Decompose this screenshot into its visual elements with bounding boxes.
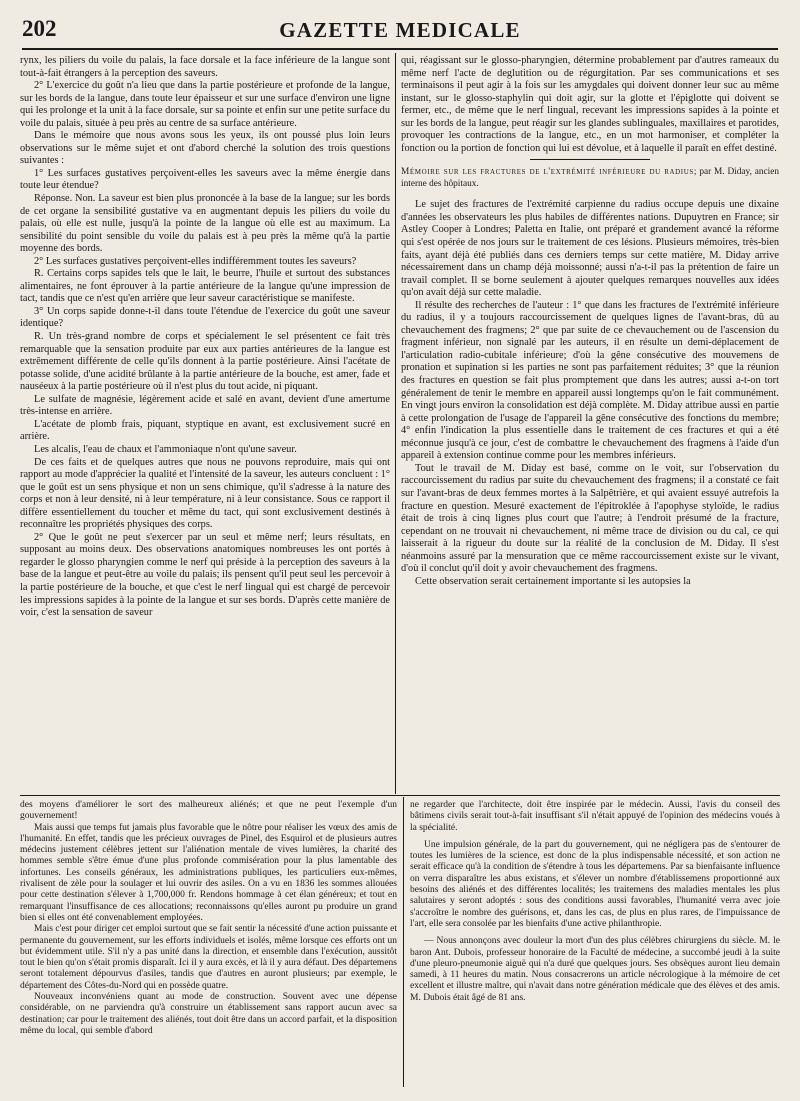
page-header: [22, 14, 778, 50]
paragraph: Réponse. Non. La saveur est bien plus prononcée à la base de la langue; sur les bords de cet organe la sensibilité gustative va en augmentant depuis les piliers du voile du palais, où elle est nulle, jusqu'à la pointe de la langue où elle est au maximum. La sensibilité du point sensible du voile du palais est à peu près la même qu'à la partie moyenne des bords.: [20, 193, 390, 255]
paragraph: R. Certains corps sapides tels que le lait, le beurre, l'huile et surtout des substances alimentaires, ne font éprouver à la partie antérieure de la langue qu'une impression de tact, tandis que ce n'est qu'en arrière que leur saveur caractéristique se manifeste.: [20, 268, 390, 305]
column-divider-bottom: [403, 797, 404, 1087]
bottom-right-column: [410, 800, 780, 1091]
section-divider: [20, 795, 780, 796]
paragraph: des moyens d'améliorer le sort des malheureux aliénés; et que ne peut l'exemple d'un gouvernement!: [20, 800, 397, 822]
article-title: Mémoire sur les fractures de l'extrémité inférieure du radius: [401, 167, 694, 178]
paragraph: Mais aussi que temps fut jamais plus favorable que le nôtre pour réaliser les vœux des amis de l'humanité. En effet, tandis que les précieux ouvrages de Pinel, des Esquirol et de plusieurs autres médecins justement célèbres jettent sur l'aliénation mentale de vives lumières, la charité des hommes semble s'être émue d'une plus profonde commisération pour la plus lamentable des infortunes. Les conseils généraux, les administrations publiques, les particuliers eux-mêmes, rivalisent de zèle pour la soulager et lui ouvrir des asiles. On a vu en 1836 les sommes allouées pour cette destination s'élever à 1,700,000 fr. Rendons hommage à cet élan généreux; et tout en remarquant l'insuffisance de ces allocations; reconnaissons qu'elles auront pu produire un grand bien si elles ont été convenablement employées.: [20, 822, 397, 923]
paragraph: Le sulfate de magnésie, légèrement acide et salé en avant, devient d'une amertume très-intense en arrière.: [20, 393, 390, 418]
paragraph: qui, réagissant sur le glosso-pharyngien, détermine probablement par d'autres rameaux du même nerf l'acte de deglutition ou de régurgitation. Par ses communications et ses terminaisons il peut agir à la fois sur les amygdales qui doivent donner leur suc au même instant, sur le glosso-staphylin qui doit agir, sur la glotte et l'épiglotte qui doivent se fermer, etc., de même que le nerf lingual, recevant les impressions sapides à la pointe et sur les bords de la langue, peut réagir sur les glandes sublinguales, maxillaires et parotides, provoquer les contractions de la langue, etc., en un mot harmoniser, et compléter la fonction ou la portion de fonction qui lui est dévolue, et à laquelle il paraît en effet destiné.: [401, 55, 779, 154]
article-paragraph: Il résulte des recherches de l'auteur : 1° que dans les fractures de l'extrémité inférieure du radius, il y a toujours raccourcissement de quelques lignes de l'avant-bras, dû au chevauchement des fragmens; 2° que par suite de ce chevauchement ou de l'ascension du fragment inférieur, non signalé par les auteurs, il en résulte un demi-déplacement de l'articulation radio-cubitale inférieure; d'où la gêne consécutive des mouvemens de pronation et supination si les parties ne sont pas parfaitement réduites; 3° que la réunion des fractures en question se fait plus promptement que dans les autres; aussi a-t-on tort généralement de tenir le membre en appareil aussi longtemps qu'on le fait communément. En vingt jours environ la consolidation est déjà complète. M. Diday attribue aussi en partie à cette prolongation de l'usage de l'appareil la gêne consécutive des fonctions du membre; 4° enfin l'indication la plus essentielle dans le traitement de ces fractures et qui a été méconnue jusqu'à ce jour, c'est de combattre le chevauchement des fragmens à l'aide d'un appareil à extension continue comme pour les membres inférieurs.: [401, 299, 779, 462]
paragraph: rynx, les piliers du voile du palais, la face dorsale et la face inférieure de la langue sont tout-à-fait étrangers à la perception des saveurs.: [20, 55, 390, 79]
journal-title: GAZETTE MEDICALE: [279, 18, 521, 42]
article-author: ; par M. Diday, ancien interne des hôpitaux.: [401, 167, 779, 190]
paragraph: Mais c'est pour diriger cet emploi surtout que se fait sentir la nécessité d'une action puissante et permanente du gouvernement, sur les efforts individuels et isolés, même lorsque ces efforts ont un but évidemment utile. S'il n'y a pas unité dans la direction, et ensemble dans l'exécution, aussitôt tout le bien qu'on s'était promis disparaît. Ici il y aura excès, et là il y aura défaut. Des départemens seront totalement dépourvus d'asiles, tandis que d'autres en auront plusieurs; par exemple, le département des Côtes-du-Nord qui en possède quatre.: [20, 924, 397, 991]
paragraph: 2° Les surfaces gustatives perçoivent-elles indifféremment toutes les saveurs?: [34, 255, 357, 267]
bottom-left-column: [20, 800, 397, 1091]
column-divider: [395, 53, 396, 794]
paragraph: De ces faits et de quelques autres que nous ne pouvons reproduire, mais qui ont rapport au mode d'apprécier la qualité et l'intensité de la saveur, les auteurs concluent : 1° que le goût est un sens physique et non un sens chimique, qu'il s'adresse à la nature des corps et non à leur densité, ni à leur température, ni à leur consistance. Sous ce rapport il diffère essentiellement du toucher et même du tact, qui sont exclusivement destinés à reconnaître les propriétés physiques des corps.: [20, 456, 390, 531]
page-number: 202: [22, 16, 57, 41]
paragraph: ne regarder que l'architecte, doit être inspirée par le médecin. Aussi, l'avis du conseil des bâtimens civils serait tout-à-fait insuffisant s'il n'était appuyé de l'opinion des médecins voués à la spécialité.: [410, 800, 780, 833]
paragraph: Nouveaux inconvéniens quant au mode de construction. Souvent avec une dépense considérable, on ne parviendra qu'à construire un établissement sans rapport aucun avec sa destination; car pour le traitement des aliénés, tout doit être dans un accord parfait, et la disposition même du local, qui semble d'abord: [20, 992, 397, 1036]
paragraph: Dans le mémoire que nous avons sous les yeux, ils ont poussé plus loin leurs observations sur le même sujet et ont d'abord cherché la solution des trois questions suivantes :: [20, 130, 390, 167]
left-column: [20, 55, 390, 792]
article-paragraph: Tout le travail de M. Diday est basé, comme on le voit, sur l'observation du raccourcissement du radius par suite du chevauchement des fragmens; il a constaté ce fait sur l'avant-bras de deux femmes mortes à la Salpêtrière, et qui avaient essuyé autrefois la fracture en question. Mesuré exactement de l'épitroklée à l'apophyse styloïde, le radius était de trois à cinq lignes plus court que l'autre; à l'endroit présumé de la fracture, cependant on ne trouvait ni chevauchement, ni même trace de division ou du cal, ce qui laisserait à la rigueur du doute sur la réalité de la conclusion de M. Diday. Il s'est néanmoins assuré par la mensuration que ce même raccourcissement existe sur le vivant, d'où il conclut qu'il doit y avoir chevauchement des fragmens.: [401, 462, 779, 575]
paragraph: 3° Un corps sapide donne-t-il dans toute l'étendue de l'exercice du goût une saveur identique?: [20, 305, 390, 330]
right-column: [401, 55, 779, 792]
paragraph: R. Un très-grand nombre de corps et spécialement le sel présentent ce fait très remarquable que la sensation produite par eux aux parties antérieures de la langue est extrêmement différente de celle qu'ils donnent à la partie postérieure. Ainsi l'acétate de potasse solide, d'une acidité brûlante à la partie antérieure de la bouche, est amer, fade et nauséeux à la partie postérieure où il n'est plus du tout acide, ni piquant.: [20, 331, 390, 393]
paragraph: L'acétate de plomb frais, piquant, styptique en avant, est exclusivement sucré en arrière.: [20, 418, 390, 443]
obituary-notice: — Nous annonçons avec douleur la mort d'un des plus célèbres chirurgiens du siècle. M. le baron Ant. Dubois, professeur honoraire de la Faculté de médecine, a succombé jeudi à la suite d'une pleuro-pneumonie aiguë qui n'a duré que quelques jours. Ses obsèques auront lieu demain samedi, à 11 heures du matin. Nous consacrerons un article nécrologique à la mémoire de cet excellent et illustre maître, qui n'avait dans notre génération médicale que des élèves et des amis. M. Dubois était âgé de 81 ans.: [410, 936, 780, 1003]
paragraph: Les alcalis, l'eau de chaux et l'ammoniaque n'ont qu'une saveur.: [34, 443, 297, 455]
article-heading: [401, 166, 779, 190]
article-paragraph: Cette observation serait certainement importante si les autopsies la: [415, 575, 691, 587]
paragraph: 2° L'exercice du goût n'a lieu que dans la partie postérieure et profonde de la langue, sur les bords de la langue, dans toute leur épaisseur et sur une surface d'environ une ligne qui les prolonge et la unit à la face dorsale, sur sa pointe et enfin sur une petite surface du voile du palais, située à peu près au centre de sa surface antérieure.: [20, 80, 390, 129]
article-paragraph: Le sujet des fractures de l'extrémité carpienne du radius occupe depuis une dixaine d'années les observateurs les plus habiles de différentes nations. Dupuytren en France; sir Astley Cooper à Londres; Paletta en Italie, ont préparé et grandement avancé la réforme qui s'est opérée de nos jours sur le traitement de ces lésions. Plusieurs mémoires, très-bien faits, ayant déjà été publiés dans ces derniers temps sur cette matière, M. Diday arrive nécessairement dans un champ déjà moissonné; aussi n'a-t-il pas la prétention de faire un travail complet. Il se borne seulement à ajouter quelques remarques nouvelles aux idées qu'on avait déjà sur cette maladie.: [401, 199, 779, 299]
paragraph: 2° Que le goût ne peut s'exercer par un seul et même nerf; leurs résultats, en supposant au moins deux. Des observations anatomiques nombreuses les ont portés à regarder le glosso pharyngien comme le nerf qui préside à la perception des saveurs à la base de la langue et peut-être au voile du palais; ils pensent qu'il peut seul les percevoir à la partie postérieure de la bouche, et que c'est le nerf lingual qui est chargé de percevoir les impressions sapides à la pointe de la langue et sur ses bords. D'après cette manière de voir, c'est la sensation de saveur: [20, 531, 390, 619]
paragraph: 1° Les surfaces gustatives perçoivent-elles les saveurs avec la même énergie dans toute leur étendue?: [20, 167, 390, 192]
section-separator: [530, 159, 650, 160]
paragraph: Une impulsion générale, de la part du gouvernement, qui ne négligera pas de s'entourer de toutes les lumières de la science, est donc de la plus indispensable nécessité, et son action ne serait efficace qu'à la condition de s'étendre à tous les départemens. Par sa bienfaisante influence on verra disparaître les abus existans, et s'élever un nombre d'établissemens proportionné aux besoins des aliénés et des différentes localités; les traitemens des maladies mentales les plus salutaires y seront adoptés : sous des conditions aussi favorables, l'humanité verra avec joie s'accroître le nombre des guérisons, et, dans les cas, de plus en plus rares, de l'impuissance de l'art, elle sera consolée par les bienfaits d'une active philanthropie.: [410, 839, 780, 929]
